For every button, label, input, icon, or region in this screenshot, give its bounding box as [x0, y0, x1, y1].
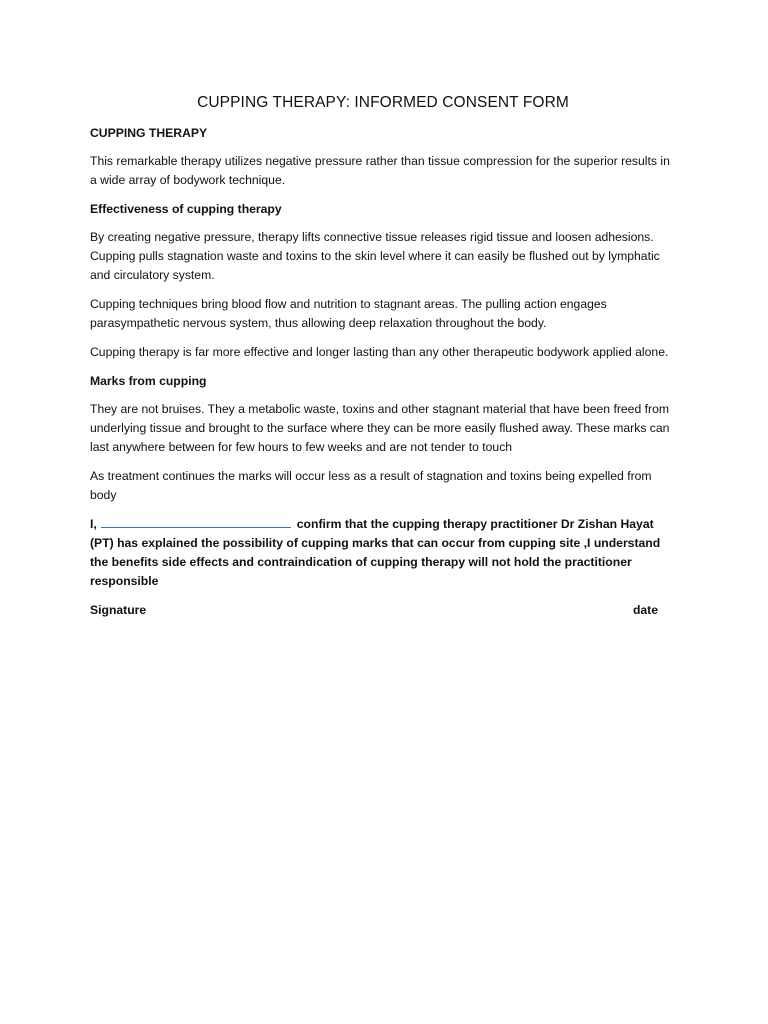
paragraph-marks-1: They are not bruises. They a metabolic waste, toxins and other stagnant material that have been freed from underlying tissue and brought to the surface where they can be more easily flushed away. These marks can last anywhere between for few hours to few weeks and are not tender to touch [90, 402, 670, 454]
signature-row [90, 601, 658, 620]
section-heading-cupping-therapy: CUPPING THERAPY [90, 126, 208, 140]
date-label: date [632, 603, 658, 617]
consent-text: confirm that the cupping therapy practitioner Dr Zishan Hayat (PT) has explained the possibility of cupping marks that can occur from cupping site ,I understand the benefits side effects and contraindication of cupping therapy will not hold the practitioner responsible [90, 517, 661, 588]
document-page [90, 94, 680, 620]
paragraph-effectiveness-3: Cupping therapy is far more effective and longer lasting than any other therapeutic bodywork applied alone. [90, 345, 669, 359]
name-blank-line[interactable] [101, 516, 291, 528]
paragraph-marks-2: As treatment continues the marks will occur less as a result of stagnation and toxins being expelled from body [90, 469, 652, 502]
signature-label: Signature [90, 603, 147, 617]
paragraph-effectiveness-2: Cupping techniques bring blood flow and nutrition to stagnant areas. The pulling action engages parasympathetic nervous system, thus allowing deep relaxation throughout the body. [90, 297, 607, 330]
paragraph-effectiveness-1: By creating negative pressure, therapy lifts connective tissue releases rigid tissue and loosen adhesions. Cupping pulls stagnation waste and toxins to the skin level where it can easily be flushed out by lymphatic and circulatory system. [90, 230, 660, 282]
consent-statement [90, 515, 680, 591]
section-heading-effectiveness: Effectiveness of cupping therapy [90, 202, 282, 216]
section-heading-marks: Marks from cupping [90, 374, 207, 388]
page-title: CUPPING THERAPY: INFORMED CONSENT FORM [197, 94, 569, 111]
consent-prefix: I, [90, 517, 97, 531]
paragraph-intro: This remarkable therapy utilizes negative pressure rather than tissue compression for the superior results in a wide array of bodywork technique. [90, 154, 670, 187]
